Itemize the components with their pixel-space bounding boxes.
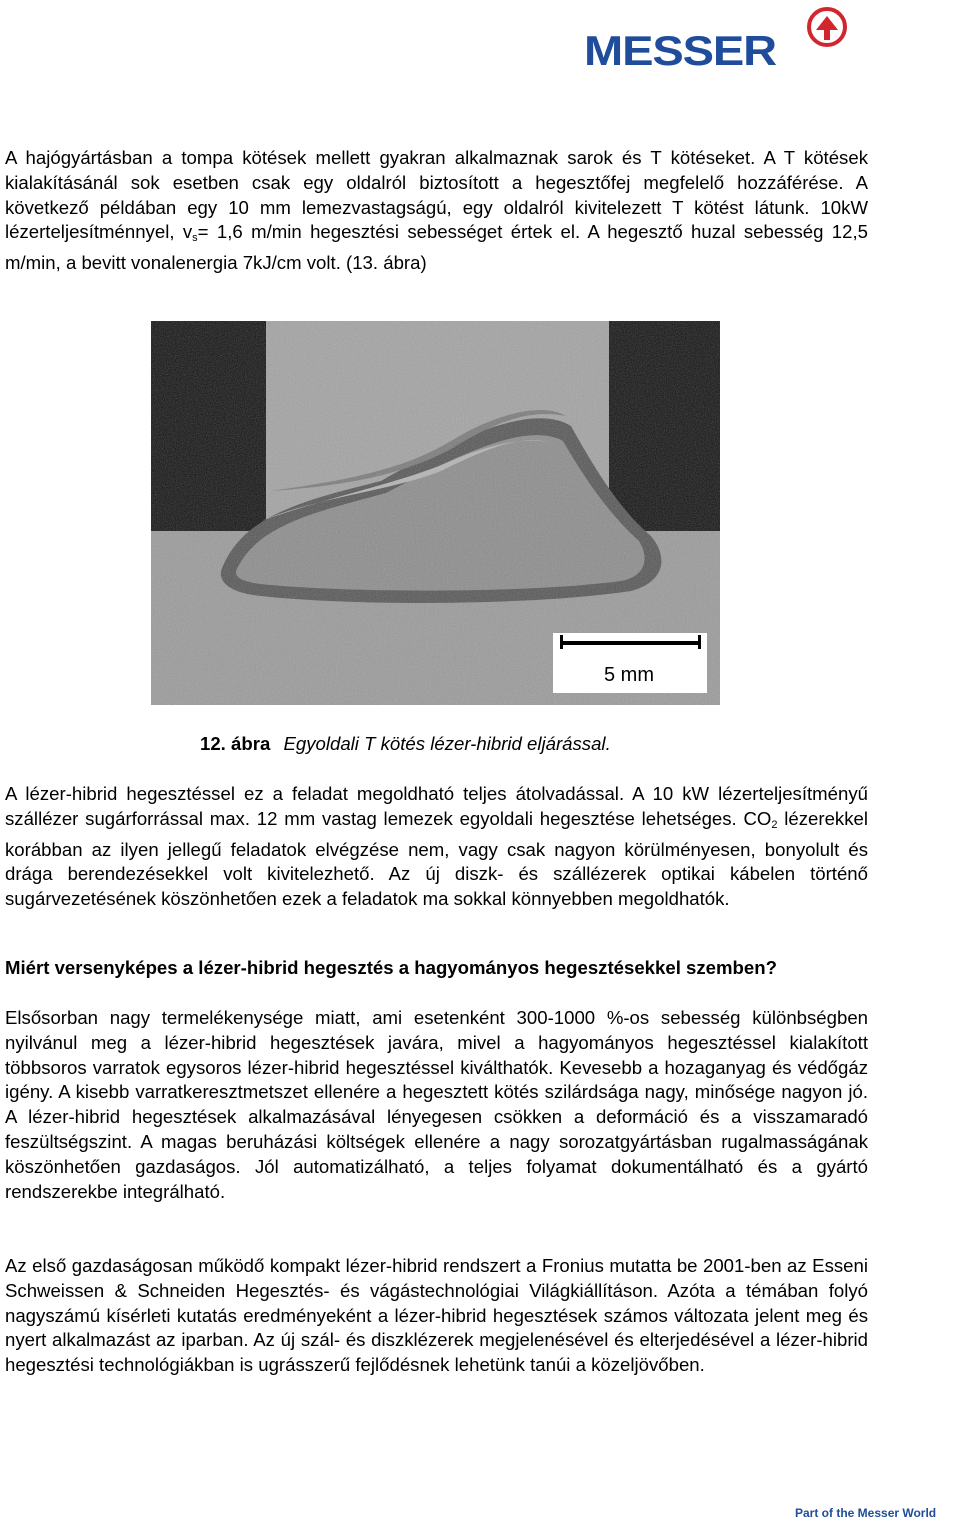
- logo-wordmark: MESSER: [584, 27, 776, 74]
- intro-text-1: A hajógyártásban a tompa kötések mellett gyakran alkalmaznak sarok és T kötéseket. A T kötések kialakításánál sok esetben csak egy oldalról biztosított a hegesztőfej megfelelő hozzáférése. A következő példában egy 10 mm lemezvastagságú, egy oldalról kivitelezett T kötést látunk. 10kW lézerteljesítménnyel, v: [5, 147, 868, 243]
- messer-logo: [584, 6, 854, 74]
- paragraph-2-text-2: lézerekkel korábban az ilyen jellegű feladatok elvégzése nem, vagy csak nagyon körülményesen, bonyolult és drága berendezésekkel volt kivitelezhető. Az új diszk- és szállézerek optikai kábelen történő sugárvezetésének köszönhetően ezek a feladatok ma sokkal könnyebben megoldhatók.: [5, 807, 868, 910]
- caption-number: 12. ábra: [200, 733, 271, 754]
- footer-tagline: Part of the Messer World: [795, 1506, 937, 1520]
- weld-cross-section-image: [151, 321, 720, 705]
- paragraph-laser-hybrid: [5, 782, 868, 912]
- intro-text-2: = 1,6 m/min hegesztési sebességet értek el. A hegesztő huzal sebesség 12,5 m/min, a bevitt vonalenergia 7kJ/cm volt. (13. ábra): [5, 221, 868, 274]
- caption-text: Egyoldali T kötés lézer-hibrid eljárással.: [283, 733, 611, 754]
- figure-caption: [200, 732, 611, 756]
- weld-micrograph: [151, 321, 720, 705]
- scale-bar-label: 5 mm: [604, 664, 654, 686]
- co2-subscript: 2: [771, 818, 778, 831]
- section-heading: Miért versenyképes a lézer-hibrid hegesztés a hagyományos hegesztésekkel szemben?: [5, 957, 777, 978]
- paragraph-history: Az első gazdaságosan működő kompakt lézer-hibrid rendszert a Fronius mutatta be 2001-ben az Esseni Schweissen & Schneiden Hegesztés- és vágástechnológiai Világkiállításon. Azóta a témában folyó nagyszámú kísérleti kutatás eredményeként a lézer-hibrid hegesztések számos változata jelent meg és nyert alkalmazást az iparban. Az új szál- és diszklézerek megjelenésével és elterjedésével a lézer-hibrid hegesztési technológiákban is ugrásszerű fejlődésnek lehetünk tanúi a közeljövőben.: [5, 1255, 868, 1376]
- paragraph-2-text-1: A lézer-hibrid hegesztéssel ez a feladat megoldható teljes átolvadással. A 10 kW lézerteljesítményű szállézer sugárforrással max. 12 mm vastag lemezek egyoldali hegesztése lehetséges. CO: [5, 783, 868, 829]
- intro-paragraph: [5, 146, 868, 276]
- messer-mark-icon: [806, 6, 848, 48]
- intro-subscript: s: [192, 232, 198, 245]
- paragraph-advantages: Elsősorban nagy termelékenysége miatt, ami esetenként 300-1000 %-os sebesség különbségben nyilvánul meg a lézer-hibrid hegesztések javára, mivel a hagyományos hegesztéssel kialakított többsoros varratok egysoros lézer-hibrid hegesztéssel kiválthatók. Kevesebb a hozaganyag és védőgáz igény. A kisebb varratkeresztmetszet ellenére a hegesztett kötés szilárdsága nagy, minősége nagyon jó. A lézer-hibrid hegesztések alkalmazásával lényegesen csökken a deformáció és a visszamaradó feszültségszint. A magas beruházási költségek ellenére a nagy sorozatgyártásban rugalmasságának köszönhetően gazdaságos. Jól automatizálható, a teljes folyamat dokumentálható és a gyártó rendszerekbe integrálható.: [5, 1007, 868, 1202]
